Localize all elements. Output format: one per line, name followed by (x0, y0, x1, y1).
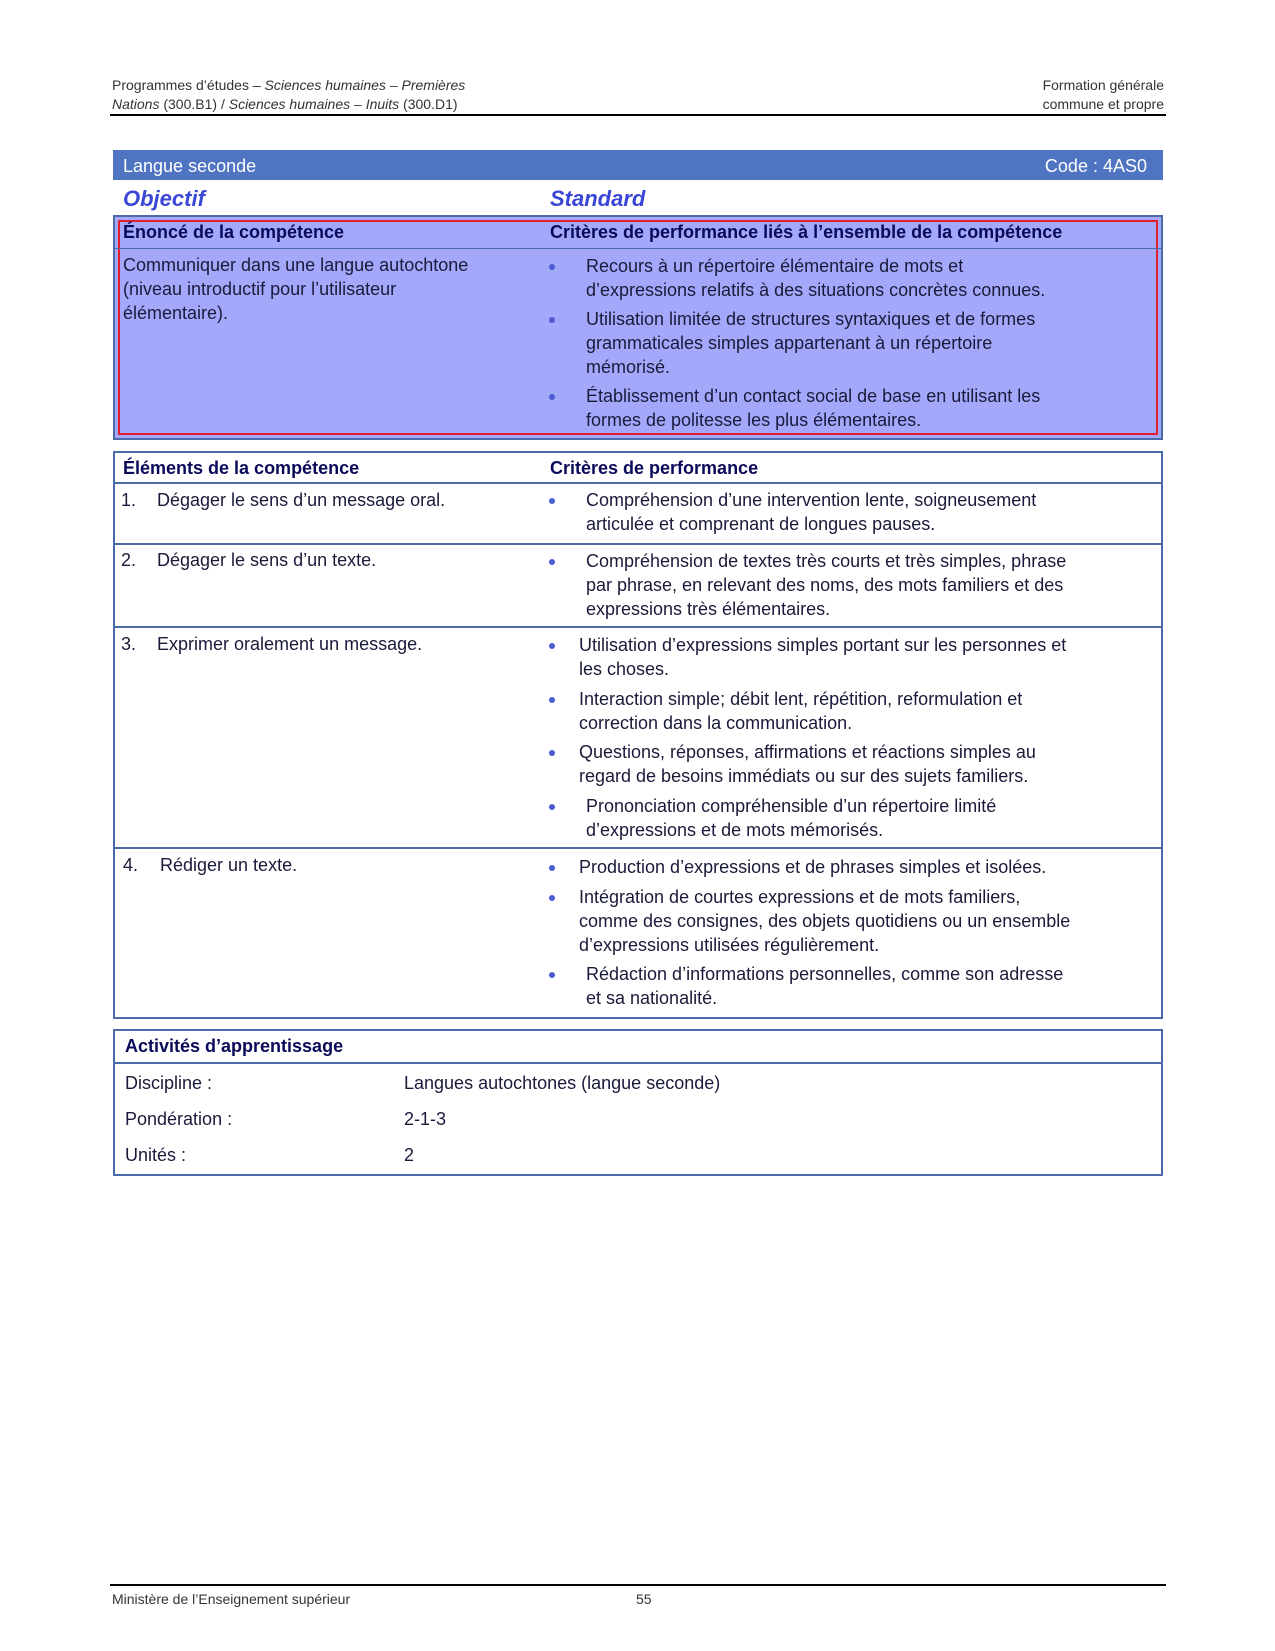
element-criterion: Prononciation compréhensible d’un répertoire limité d’expressions et de mots mémorisés. (586, 796, 997, 840)
element-label: Dégager le sens d’un message oral. (157, 490, 446, 510)
competence-statement: Communiquer dans une langue autochtone (niveau introductif pour l’utilisateur élémentaire). (123, 255, 469, 323)
element-criterion: Questions, réponses, affirmations et réactions simples au regard de besoins immédiats ou sur des sujets familiers. (579, 742, 1036, 786)
enonce-heading: Énoncé de la compétence (123, 222, 345, 242)
enonce-criteria-heading: Critères de performance liés à l’ensemble de la compétence (550, 222, 1063, 242)
ponderation-value: 2-1-3 (404, 1109, 447, 1129)
units-value: 2 (404, 1145, 415, 1165)
bullet-icon (549, 750, 555, 756)
bullet-icon (549, 804, 555, 810)
bullet-icon (549, 498, 555, 504)
bullet-icon (549, 895, 555, 901)
element-criterion: Intégration de courtes expressions et de mots familiers, comme des consignes, des objets quotidiens ou un ensemble d’expressions utilisées régulièrement. (579, 887, 1071, 955)
bullet-icon (549, 643, 555, 649)
footer-rule (110, 1584, 1166, 1586)
bullet-icon (549, 559, 555, 565)
course-title-bar (113, 150, 1163, 180)
ponderation-label: Pondération : (125, 1109, 233, 1129)
element-label: Dégager le sens d’un texte. (157, 550, 377, 570)
row-divider (113, 482, 1163, 484)
header-rule (110, 114, 1166, 116)
element-number: 3. (121, 634, 137, 654)
row-divider (113, 847, 1163, 849)
element-criterion: Interaction simple; débit lent, répétition, reformulation et correction dans la communication. (579, 689, 1023, 733)
bullet-icon (549, 317, 555, 323)
bullet-icon (549, 264, 555, 270)
row-divider (113, 543, 1163, 545)
divider (115, 248, 1161, 249)
elements-criteria-heading: Critères de performance (550, 458, 759, 478)
course-title: Langue seconde (123, 156, 257, 176)
page-number: 55 (636, 1591, 652, 1607)
footer-publisher: Ministère de l’Enseignement supérieur (112, 1591, 351, 1607)
element-number: 1. (121, 490, 137, 510)
standard-label: Standard (550, 186, 646, 211)
bullet-icon (549, 697, 555, 703)
element-label: Exprimer oralement un message. (157, 634, 423, 654)
element-criterion: Rédaction d’informations personnelles, comme son adresse et sa nationalité. (586, 964, 1064, 1008)
bullet-icon (549, 865, 555, 871)
objectif-label: Objectif (123, 186, 205, 211)
activities-heading: Activités d’apprentissage (125, 1036, 344, 1056)
bullet-icon (549, 394, 555, 400)
discipline-value: Langues autochtones (langue seconde) (404, 1073, 721, 1093)
element-criterion: Compréhension de textes très courts et très simples, phrase par phrase, en relevant des noms, des mots familiers et des expressions très élémentaires. (586, 551, 1067, 619)
units-label: Unités : (125, 1145, 187, 1165)
row-divider (113, 1062, 1163, 1064)
enonce-criterion: Établissement d’un contact social de base en utilisant les formes de politesse les plus élémentaires. (586, 386, 1041, 430)
element-number: 2. (121, 550, 137, 570)
enonce-criterion: Utilisation limitée de structures syntaxiques et de formes grammaticales simples appartenant à un répertoire mémorisé. (586, 309, 1036, 377)
element-criterion: Utilisation d’expressions simples portant sur les personnes et les choses. (579, 635, 1067, 679)
element-criterion: Compréhension d’une intervention lente, soigneusement articulée et comprenant de longues pauses. (586, 490, 1037, 534)
discipline-label: Discipline : (125, 1073, 213, 1093)
enonce-criterion: Recours à un répertoire élémentaire de mots et d’expressions relatifs à des situations concrètes connues. (586, 256, 1046, 300)
course-code: Code : 4AS0 (1044, 156, 1147, 176)
elements-heading: Éléments de la compétence (123, 458, 360, 478)
element-number: 4. (123, 855, 139, 875)
row-divider (113, 626, 1163, 628)
element-label: Rédiger un texte. (160, 855, 298, 875)
bullet-icon (549, 972, 555, 978)
element-criterion: Production d’expressions et de phrases simples et isolées. (579, 857, 1047, 877)
